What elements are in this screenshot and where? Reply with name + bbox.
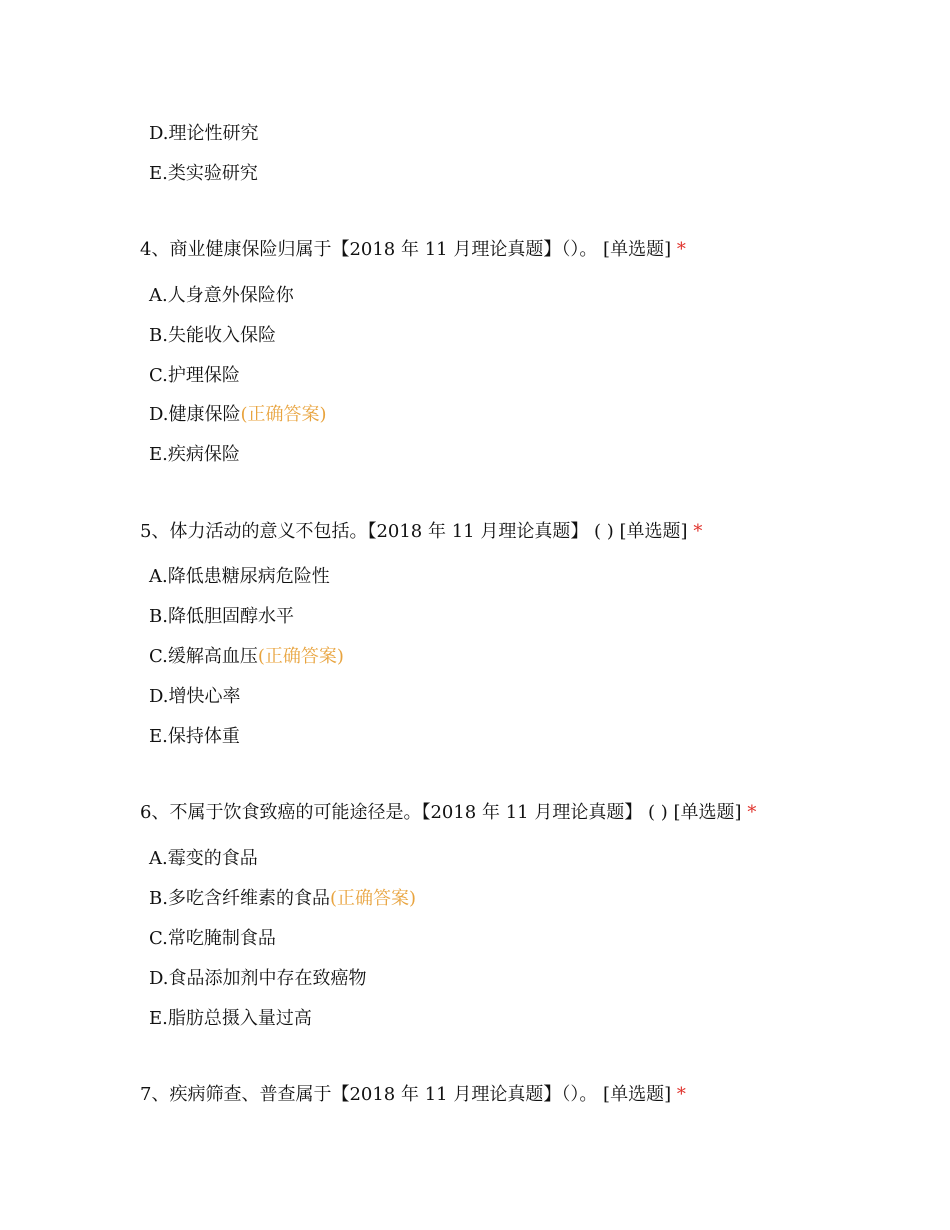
option-item[interactable] xyxy=(149,887,416,911)
option-text: A.人身意外保险你 xyxy=(149,285,294,306)
option-text: E.类实验研究 xyxy=(149,163,258,184)
question-title xyxy=(140,801,756,825)
option-text: B.多吃含纤维素的食品 xyxy=(149,888,330,909)
option-item[interactable] xyxy=(149,605,294,629)
question-title xyxy=(140,1083,686,1107)
required-star: * xyxy=(676,1084,686,1105)
question-text: 7、疾病筛查、普查属于【2018 年 11 月理论真题】（）。 [单选题] xyxy=(140,1084,672,1105)
option-item[interactable] xyxy=(149,403,327,427)
required-star: * xyxy=(676,239,686,260)
option-text: B.降低胆固醇水平 xyxy=(149,606,294,627)
option-item[interactable] xyxy=(149,565,330,589)
option-item[interactable] xyxy=(149,324,276,348)
option-text: B.失能收入保险 xyxy=(149,325,276,346)
correct-answer-mark: (正确答案) xyxy=(257,646,344,667)
option-text: E.疾病保险 xyxy=(149,444,240,465)
required-star: * xyxy=(747,802,757,823)
option-item[interactable] xyxy=(149,122,259,146)
option-text: E.保持体重 xyxy=(149,726,240,747)
option-text: D.健康保险 xyxy=(149,404,241,425)
option-text: A.降低患糖尿病危险性 xyxy=(149,566,330,587)
question-text: 5、体力活动的意义不包括。【2018 年 11 月理论真题】 ( ) [单选题] xyxy=(140,521,688,542)
option-text: E.脂肪总摄入量过高 xyxy=(149,1008,312,1029)
option-item[interactable] xyxy=(149,967,367,991)
option-text: D.理论性研究 xyxy=(149,123,259,144)
option-item[interactable] xyxy=(149,847,258,871)
option-text: D.食品添加剂中存在致癌物 xyxy=(149,968,367,989)
option-item[interactable] xyxy=(149,364,240,388)
required-star: * xyxy=(693,521,703,542)
correct-answer-mark: (正确答案) xyxy=(240,404,327,425)
question-title xyxy=(140,238,686,262)
option-item[interactable] xyxy=(149,725,240,749)
option-text: C.常吃腌制食品 xyxy=(149,928,276,949)
option-text: D.增快心率 xyxy=(149,686,241,707)
option-item[interactable] xyxy=(149,927,276,951)
option-item[interactable] xyxy=(149,284,294,308)
option-item[interactable] xyxy=(149,162,258,186)
option-item[interactable] xyxy=(149,685,241,709)
option-text: A.霉变的食品 xyxy=(149,848,258,869)
question-text: 4、商业健康保险归属于【2018 年 11 月理论真题】（）。 [单选题] xyxy=(140,239,672,260)
option-item[interactable] xyxy=(149,645,344,669)
option-text: C.护理保险 xyxy=(149,365,240,386)
option-text: C.缓解高血压 xyxy=(149,646,258,667)
question-text: 6、不属于饮食致癌的可能途径是。【2018 年 11 月理论真题】 ( ) [单选题] xyxy=(140,802,742,823)
question-title xyxy=(140,520,702,544)
option-item[interactable] xyxy=(149,1007,312,1031)
correct-answer-mark: (正确答案) xyxy=(329,888,416,909)
option-item[interactable] xyxy=(149,443,240,467)
